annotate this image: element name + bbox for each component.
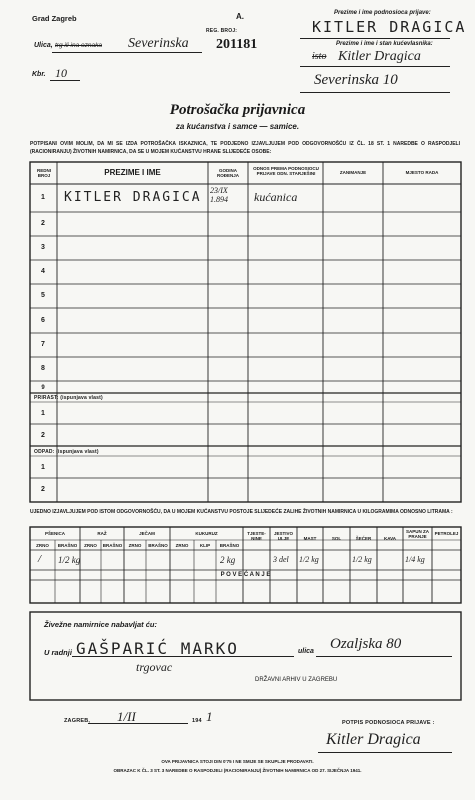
reg-label: REG. BROJ: xyxy=(206,28,238,34)
stock-value: / xyxy=(38,553,42,565)
birth-date: 23/IX 1.894 xyxy=(210,186,228,204)
stock-value: 1/2 kg xyxy=(352,555,372,564)
house-number-value: 10 xyxy=(55,66,67,80)
header-kerosene: PETROLEJ xyxy=(434,531,459,536)
col-header-occupation: ZANIMANJE xyxy=(339,170,367,175)
owner-label: Prezime i ime i stan kućevlasnika: xyxy=(336,41,433,47)
header-soap: SAPUN ZA PRANJE xyxy=(405,529,429,539)
col-header-relation: ODNOS PREMA PODNOSIOCU PRIJAVE ODN. STARJEŠINI xyxy=(253,166,319,176)
col-header-number: REDNI BROJ xyxy=(36,168,51,178)
stock-value: 2 kg xyxy=(220,555,236,565)
regulation-note: OBRAZAC K ČL. 3 ST. 3 NAREDBE O RASPODJELI (RACIONIRANJU) ŽIVOTNIH NAMIRNICA OD 27. SIJEČNJA 1941. xyxy=(113,768,362,773)
owner-name: Kitler Dragica xyxy=(338,49,421,64)
form-subtitle: za kućanstva i samce — samice. xyxy=(175,122,300,131)
person-name: KITLER DRAGICA xyxy=(64,190,202,205)
sub-header: ZRNO xyxy=(175,543,189,548)
row-number: 2 xyxy=(41,432,45,439)
header-oil: JESTIVO ULJE xyxy=(273,531,293,541)
row-number: 1 xyxy=(41,464,45,471)
increase-section-label: PRIRAST: (ispunjava vlast) xyxy=(34,395,103,401)
col-header-name: PREZIME I IME xyxy=(104,168,161,177)
supplier-label: Živežne namirnice nabavljat ću: xyxy=(44,620,157,629)
row-number: 9 xyxy=(41,385,45,391)
shop-label: U radnji xyxy=(44,648,72,657)
header-pasta: TJESTE-NINE xyxy=(247,531,266,541)
applicant-label: Prezime i ime podnosioca prijave: xyxy=(334,10,431,16)
year-prefix: 194 xyxy=(192,718,202,724)
price-note: OVA PRIJAVNICA STOJI DIN 0'75 I NE SMIJE SE SKUPLJE PRODAVATI. xyxy=(161,759,314,764)
stock-value: 3 del xyxy=(273,555,289,564)
sub-header: BRAŠNO xyxy=(148,543,168,548)
date-value: 1/II xyxy=(117,709,136,724)
header-corn: KUKURUZ xyxy=(195,531,218,536)
stock-value: 1/2 kg xyxy=(299,555,319,564)
row-number: 1 xyxy=(41,410,45,417)
sub-header: BRAŠNO xyxy=(219,543,240,548)
increase-row-label: P O V E Ć A N J E xyxy=(220,572,271,578)
header-coffee: KAVA xyxy=(383,536,397,541)
owner-address: Severinska 10 xyxy=(314,72,398,88)
year-suffix: 1 xyxy=(206,709,213,724)
decrease-section-label: ODPAD: (ispunjava vlast) xyxy=(34,449,99,455)
city-name: Grad Zagreb xyxy=(32,14,77,23)
row-number: 1 xyxy=(41,194,45,201)
shop-name: GAŠPARIĆ MARKO xyxy=(76,639,239,658)
row-number: 2 xyxy=(41,486,45,493)
sub-header: ZRNO xyxy=(128,543,142,548)
form-letter: A. xyxy=(236,12,244,21)
form-title: Potrošačka prijavnica xyxy=(169,102,306,118)
owner-struck-text: isto xyxy=(312,51,327,62)
row-number: 6 xyxy=(41,317,45,324)
signature: Kitler Dragica xyxy=(326,731,421,748)
stock-value: 1/2 kg xyxy=(58,555,81,565)
sub-header: BRAŠNO xyxy=(102,543,123,548)
sub-header: ZRNO xyxy=(36,543,49,548)
row-number: 5 xyxy=(41,292,45,299)
row-number: 3 xyxy=(41,244,45,251)
row-number: 4 xyxy=(41,268,45,275)
row-number: 7 xyxy=(41,341,45,348)
sub-header: KLIP xyxy=(199,543,211,548)
house-number-label: Kbr. xyxy=(32,71,46,78)
signature-label: POTPIS PODNOSIOCA PRIJAVE : xyxy=(342,720,435,726)
reg-number: 201181 xyxy=(216,37,258,52)
sub-header: BRAŠNO xyxy=(57,543,78,548)
header-wheat: PŠENICA xyxy=(44,531,65,536)
header-lard: MAST xyxy=(303,536,317,541)
header-sugar: ŠEĆER xyxy=(355,536,372,541)
stock-declaration: UJEDNO IZJAVLJUJEM POD ISTOM ODGOVORNOŠĆU, DA U MOJEM KUĆANSTVU POSTOJE SLIJEDEĆE ZALIHE ŽIVOTNIH NAMIRNICA U KILOGRAMIMA ODNOSNO LITRAMA : xyxy=(30,509,453,515)
stock-value: 1/4 kg xyxy=(405,555,425,564)
street-struck-text: trg ili ina oznaka xyxy=(55,42,102,49)
header-salt: SOL xyxy=(331,536,342,541)
header-rye: RAŽ xyxy=(97,531,107,536)
place-label: ZAGREB, xyxy=(64,718,91,724)
shop-street-label: ulica xyxy=(298,648,314,655)
street-value: Severinska xyxy=(128,36,189,51)
applicant-name: KITLER DRAGICA xyxy=(312,18,467,36)
header-barley: JEČAM xyxy=(139,531,155,536)
col-header-birth-year: GODINA ROĐENJA xyxy=(216,168,239,178)
intro-declaration: POTPISANI OVIM MOLIM, DA MI SE IZDA POTROŠAČKA ISKAZNICA, TE PODJEDNO IZJAVLJUJEM POD ODGOVORNOŠĆU IZ ČL. 18 ST. 1 NAREDBE O RASPODJELI (RACIONIRANJU) ŽIVOTNIH NAMIRNICA, DA SE U MOJEM KUĆANSTVU HRANE SLIJEDEĆE OSOBE: xyxy=(30,141,460,155)
relation: kućanica xyxy=(254,190,298,204)
shop-occupation: trgovac xyxy=(136,660,173,674)
street-label: Ulica, xyxy=(34,42,53,49)
shop-street: Ozaljska 80 xyxy=(330,636,402,652)
row-number: 2 xyxy=(41,220,45,227)
archive-stamp: DRŽAVNI ARHIV U ZAGREBU xyxy=(255,677,338,683)
sub-header: ZRNO xyxy=(84,543,97,548)
row-number: 8 xyxy=(41,365,45,372)
col-header-workplace: MJESTO RADA xyxy=(405,170,439,175)
